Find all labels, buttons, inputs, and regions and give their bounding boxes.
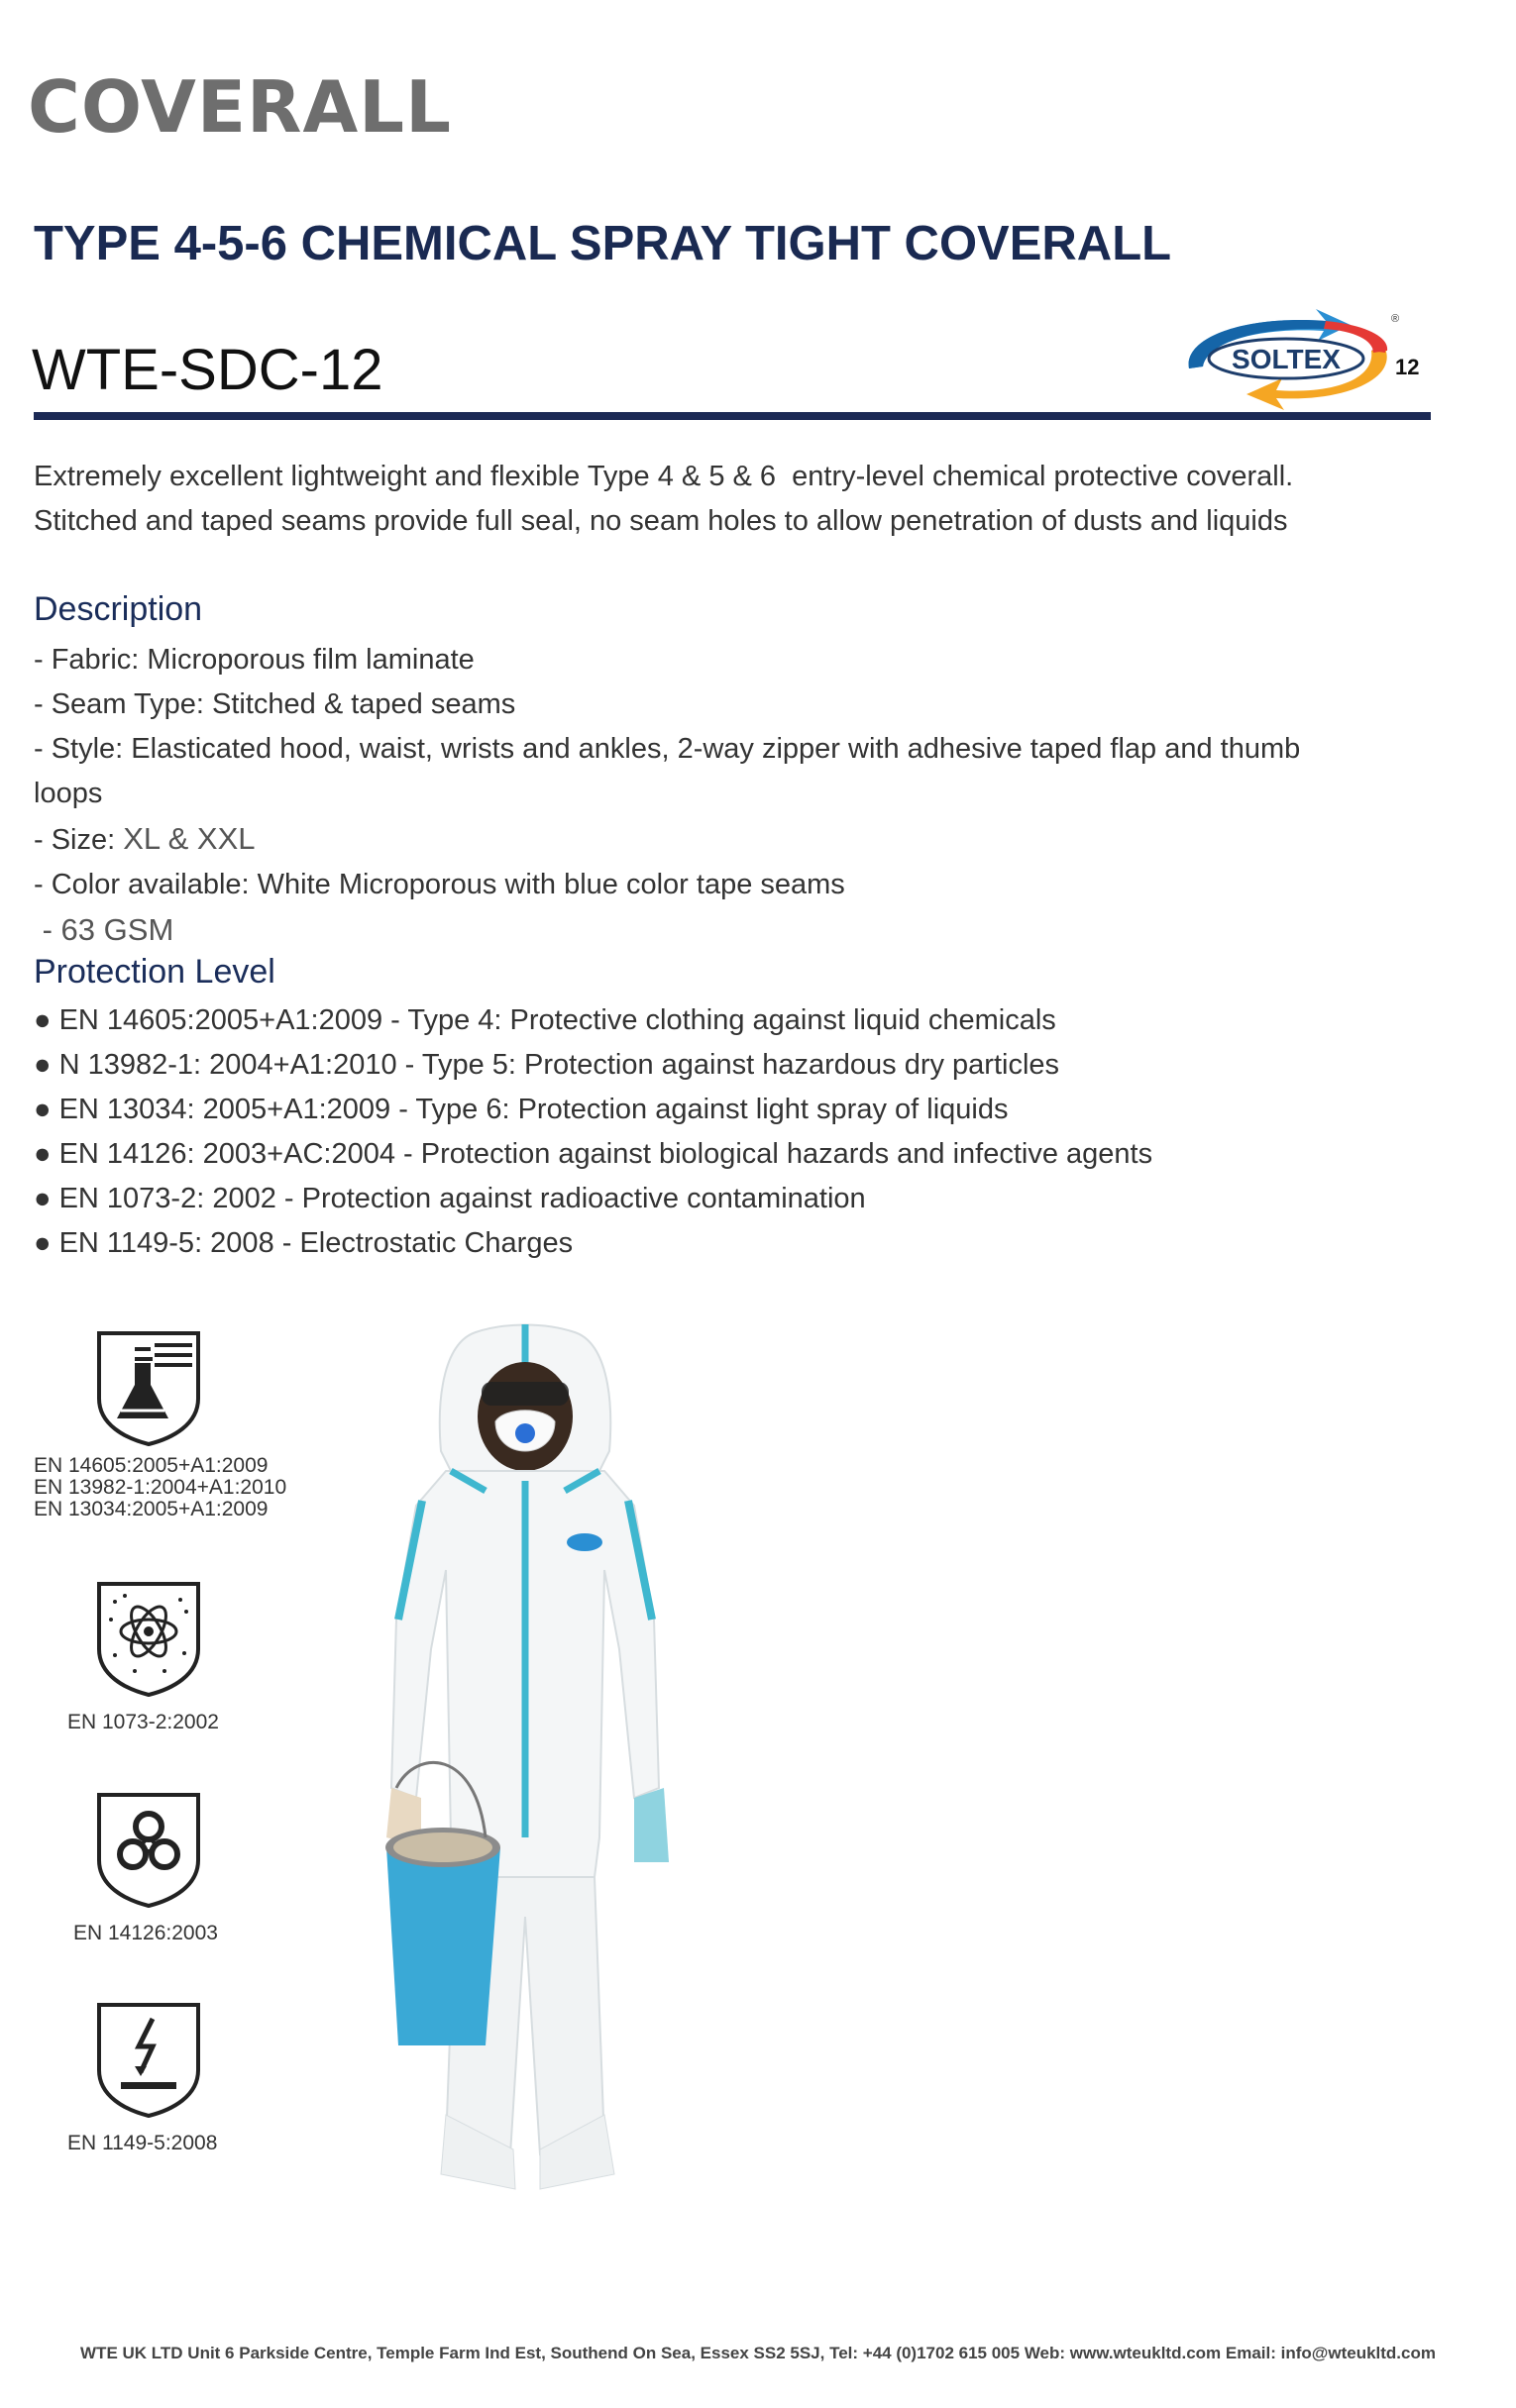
size-label: - Size: (34, 824, 124, 856)
cert-block-electrostatic (34, 2001, 331, 2154)
biohazard-shield-icon (95, 1791, 202, 1908)
description-item: - Fabric: Microporous film laminate (34, 644, 475, 676)
protection-item: ● EN 14605:2005+A1:2009 - Type 4: Protective clothing against liquid chemicals (34, 1004, 1056, 1036)
intro-line: Extremely excellent lightweight and flexible Type 4 & 5 & 6 entry-level chemical protective coverall. (34, 461, 1294, 492)
protection-list (34, 998, 1441, 1266)
description-item: - Seam Type: Stitched & taped seams (34, 688, 516, 720)
cert-label: EN 14126:2003 (73, 1922, 218, 1944)
logo-brand-text: SOLTEX (1232, 344, 1341, 374)
cert-block-radioactive (34, 1580, 331, 1733)
description-heading: Description (34, 590, 203, 628)
cert-label: EN 13034:2005+A1:2009 (34, 1498, 269, 1520)
description-item: - Style: Elasticated hood, waist, wrists and ankles, 2-way zipper with adhesive taped flap and thumb (34, 733, 1301, 765)
soltex-logo-graphic (1177, 307, 1435, 411)
product-title: TYPE 4-5-6 CHEMICAL SPRAY TIGHT COVERALL (34, 217, 1172, 270)
coverall-figure-illustration (337, 1322, 713, 2214)
logo-registered-mark: ® (1391, 313, 1400, 325)
product-photo (337, 1322, 713, 2214)
company-footer: WTE UK LTD Unit 6 Parkside Centre, Temple Farm Ind Est, Southend On Sea, Essex SS2 5SJ, Tel: +44 (0)1702 615 005 Web: www.wteukltd.com Email: info@wteukltd.com (80, 2344, 1436, 2362)
description-item: - Color available: White Microporous with blue color tape seams (34, 869, 845, 900)
electrostatic-shield-icon (95, 2001, 202, 2118)
intro-line: Stitched and taped seams provide full seal, no seam holes to allow penetration of dusts and liquids (34, 505, 1288, 537)
cert-block-biohazard (34, 1791, 331, 1944)
product-model: WTE-SDC-12 (32, 338, 383, 402)
logo-suffix: 12 (1395, 355, 1420, 379)
protection-item: ● EN 14126: 2003+AC:2004 - Protection against biological hazards and infective agents (34, 1138, 1153, 1170)
description-item: loops (34, 778, 103, 809)
description-item-size (34, 816, 1441, 863)
cert-label: EN 13982-1:2004+A1:2010 (34, 1476, 287, 1499)
protection-item: ● N 13982-1: 2004+A1:2010 - Type 5: Protection against hazardous dry particles (34, 1049, 1060, 1081)
size-value: XL & XXL (123, 821, 256, 856)
header-divider (34, 412, 1431, 420)
soltex-logo (1177, 307, 1435, 411)
protection-heading: Protection Level (34, 953, 275, 991)
cert-label: EN 1073-2:2002 (67, 1711, 219, 1733)
protection-item: ● EN 1073-2: 2002 - Protection against radioactive contamination (34, 1183, 866, 1214)
cert-block-chemical (34, 1329, 331, 1520)
cert-label: EN 1149-5:2008 (67, 2132, 218, 2154)
description-item-gsm: - 63 GSM (34, 912, 174, 947)
protection-item: ● EN 13034: 2005+A1:2009 - Type 6: Protection against light spray of liquids (34, 1094, 1009, 1125)
intro-paragraph (34, 455, 1441, 544)
chemical-flask-shield-icon (95, 1329, 202, 1446)
protection-item: ● EN 1149-5: 2008 - Electrostatic Charges (34, 1227, 574, 1259)
page-category-title: COVERALL (28, 65, 452, 149)
description-list (34, 638, 1441, 952)
cert-label: EN 14605:2005+A1:2009 (34, 1454, 269, 1477)
radioactive-particles-shield-icon (95, 1580, 202, 1697)
